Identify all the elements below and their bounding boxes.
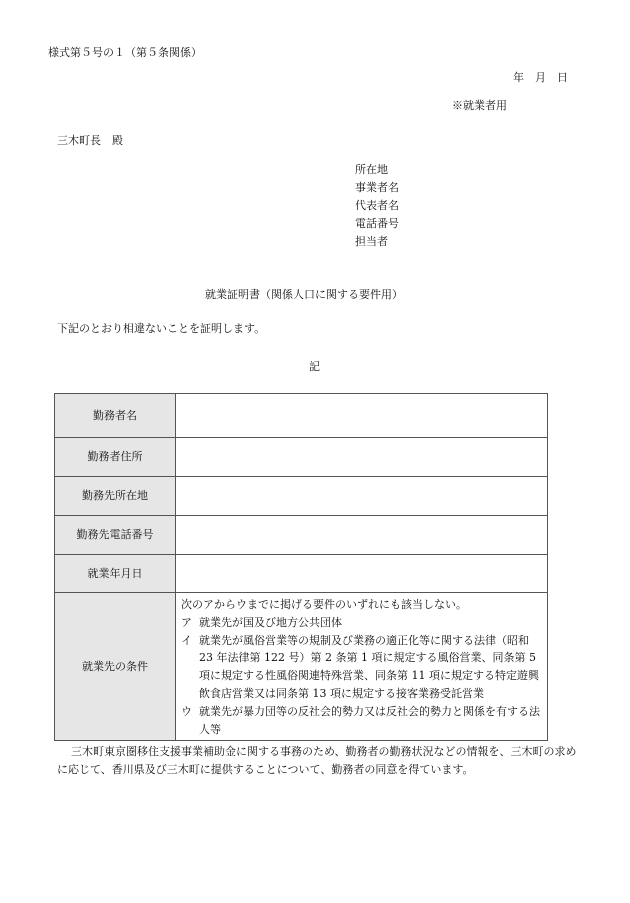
employer-representative-label: 代表者名: [355, 199, 399, 212]
condition-text-i: 就業先が風俗営業等の規制及び業務の適正化等に関する法律（昭和 23 年法律第 122 号）第 2 条第 1 項に規定する風俗営業、同条第 5 項に規定する性風俗関連特殊営業、同条第 11 項に規定する特定遊興飲食店営業又は同条第 13 項に規定する接客業務受託営業: [199, 633, 539, 700]
table-row: [55, 477, 548, 516]
condition-mark-u: ウ: [181, 704, 192, 718]
workplace-address-field[interactable]: [176, 477, 548, 516]
condition-text-u: 就業先が暴力団等の反社会的勢力又は反社会的勢力と関係を有する法人等: [199, 704, 540, 736]
date-line: 年 月 日: [513, 71, 568, 84]
certificate-table: [54, 393, 548, 741]
worker-name-label: 勤務者名: [55, 394, 176, 438]
table-row: [55, 555, 548, 593]
form-number: 様式第５号の１（第５条関係）: [48, 46, 202, 59]
employer-person-in-charge-label: 担当者: [355, 235, 388, 248]
condition-item-a: [181, 614, 543, 632]
workplace-phone-field[interactable]: [176, 516, 548, 555]
condition-item-i: [181, 632, 543, 703]
addressee: 三木町長 殿: [57, 134, 123, 147]
employer-phone-label: 電話番号: [355, 217, 399, 230]
condition-mark-i: イ: [181, 633, 192, 647]
table-row: [55, 516, 548, 555]
workplace-conditions-cell: [176, 593, 548, 741]
worker-name-field[interactable]: [176, 394, 548, 438]
worker-address-field[interactable]: [176, 438, 548, 477]
table-row: [55, 394, 548, 438]
condition-mark-a: ア: [181, 615, 192, 629]
consent-statement: 三木町東京圏移住支援事業補助金に関する事務のため、勤務者の勤務状況などの情報を、三木町の求めに応じて、香川県及び三木町に提供することについて、勤務者の同意を得ています。: [57, 745, 577, 776]
worker-address-label: 勤務者住所: [55, 438, 176, 477]
ki-heading: 記: [309, 360, 320, 373]
declaration-text: 下記のとおり相違ないことを証明します。: [57, 322, 266, 335]
condition-text-a: 就業先が国及び地方公共団体: [199, 615, 342, 629]
workplace-conditions-label: 就業先の条件: [55, 593, 176, 741]
conditions-intro: 次のアからウまでに掲げる要件のいずれにも該当しない。: [181, 598, 467, 611]
workplace-phone-label: 勤務先電話番号: [55, 516, 176, 555]
employment-date-label: 就業年月日: [55, 555, 176, 593]
document-title: 就業証明書（関係人口に関する要件用）: [205, 288, 403, 301]
condition-item-u: [181, 703, 543, 739]
employer-address-label: 所在地: [355, 163, 388, 176]
employer-name-label: 事業者名: [355, 181, 399, 194]
for-employer-note: ※就業者用: [452, 99, 507, 112]
employment-date-field[interactable]: [176, 555, 548, 593]
table-row: [55, 593, 548, 741]
table-row: [55, 438, 548, 477]
workplace-address-label: 勤務先所在地: [55, 477, 176, 516]
